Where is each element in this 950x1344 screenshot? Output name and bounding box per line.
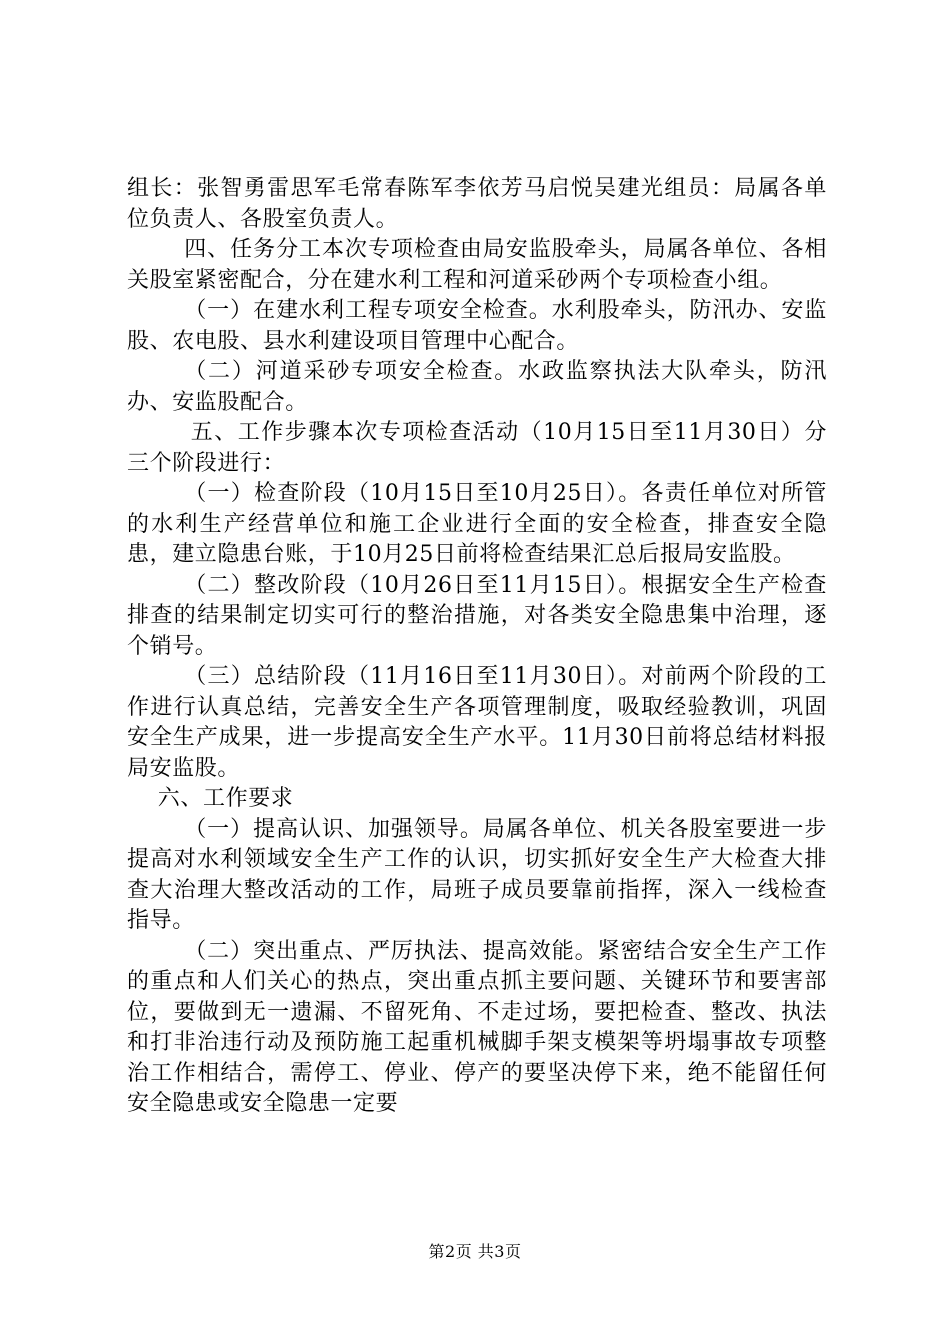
paragraph-section-5-stage-2: （二）整改阶段（10月26日至11月15日）。根据安全生产检查排查的结果制定切实可行的整治措施，对各类安全隐患集中治理，逐个销号。 [127,572,827,659]
page-number-footer: 第2页 共3页 [428,1242,522,1261]
paragraph-section-4-item-2: （二）河道采砂专项安全检查。水政监察执法大队牵头，防汛办、安监股配合。 [127,359,827,415]
paragraph-section-5: 五、工作步骤本次专项检查活动（10月15日至11月30日）分三个阶段进行： [127,420,827,476]
paragraph-leaders: 组长：张智勇雷思军毛常春陈军李依芳马启悦吴建光组员：局属各单位负责人、各股室负责人。 [127,176,827,232]
paragraph-section-4: 四、任务分工本次专项检查由局安监股牵头，局属各单位、各相关股室紧密配合，分在建水利工程和河道采砂两个专项检查小组。 [127,237,827,293]
paragraph-section-5-stage-1: （一）检查阶段（10月15日至10月25日）。各责任单位对所管的水利生产经营单位和施工企业进行全面的安全检查，排查安全隐患，建立隐患台账，于10月25日前将检查结果汇总后报局安监股。 [127,481,827,567]
paragraph-section-5-stage-3: （三）总结阶段（11月16日至11月30日）。对前两个阶段的工作进行认真总结，完善安全生产各项管理制度，吸取经验教训，巩固安全生产成果，进一步提高安全生产水平。11月30日前将总结材料报局安监股。 [127,664,827,781]
paragraph-section-6-heading: 六、工作要求 [157,786,294,811]
paragraph-section-6-item-1: （一）提高认识、加强领导。局属各单位、机关各股室要进一步提高对水利领域安全生产工作的认识，切实抓好安全生产大检查大排查大治理大整改活动的工作，局班子成员要靠前指挥，深入一线检查指导。 [127,816,827,933]
paragraph-section-6-item-2: （二）突出重点、严厉执法、提高效能。紧密结合安全生产工作的重点和人们关心的热点，突出重点抓主要问题、关键环节和要害部位，要做到无一遗漏、不留死角、不走过场，要把检查、整改、执法和打非治违行动及预防施工起重机械脚手架支模架等坍塌事故专项整治工作相结合，需停工、停业、停产的要坚决停下来，绝不能留任何安全隐患或安全隐患一定要 [127,938,827,1116]
document-body [127,174,827,1120]
paragraph-section-4-item-1: （一）在建水利工程专项安全检查。水利股牵头，防汛办、安监股、农电股、县水利建设项目管理中心配合。 [127,298,827,354]
